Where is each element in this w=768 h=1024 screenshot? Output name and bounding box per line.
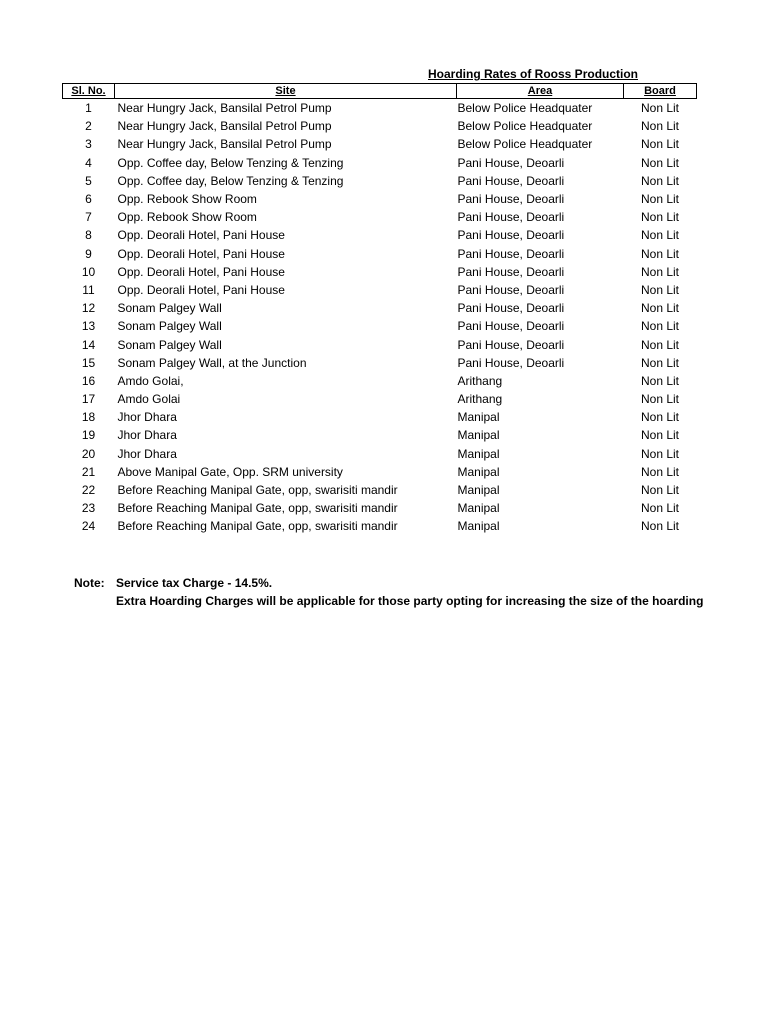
cell-site: Opp. Deorali Hotel, Pani House	[117, 282, 285, 297]
cell-area: Pani House, Deoarli	[457, 228, 565, 243]
cell-area: Pani House, Deoarli	[457, 337, 565, 352]
cell-sl-no: 18	[81, 410, 96, 425]
table-row	[63, 517, 697, 535]
table-row	[63, 263, 697, 281]
table-row	[63, 335, 697, 353]
cell-sl-no: 4	[85, 155, 92, 170]
cell-sl-no: 9	[85, 246, 92, 261]
cell-sl-no: 20	[81, 446, 96, 461]
header-area: Area	[457, 84, 624, 99]
cell-site: Before Reaching Manipal Gate, opp, swarisiti mandir	[117, 483, 398, 498]
cell-sl-no: 16	[81, 373, 96, 388]
cell-board: Non Lit	[640, 228, 680, 243]
cell-site: Before Reaching Manipal Gate, opp, swarisiti mandir	[117, 519, 398, 534]
cell-area: Below Police Headquater	[457, 119, 593, 134]
cell-board: Non Lit	[640, 173, 680, 188]
table-row	[63, 354, 697, 372]
cell-site: Opp. Deorali Hotel, Pani House	[117, 246, 285, 261]
cell-area: Pani House, Deoarli	[457, 301, 565, 316]
cell-area: Below Police Headquater	[457, 137, 593, 152]
cell-board: Non Lit	[640, 428, 680, 443]
hoarding-rates-table	[62, 83, 697, 536]
table-row	[63, 172, 697, 190]
cell-sl-no: 23	[81, 501, 96, 516]
table-row	[63, 281, 697, 299]
table-row	[63, 408, 697, 426]
cell-area: Manipal	[457, 483, 500, 498]
cell-sl-no: 5	[85, 173, 92, 188]
table-row	[63, 154, 697, 172]
cell-sl-no: 2	[85, 119, 92, 134]
cell-sl-no: 17	[81, 392, 96, 407]
cell-sl-no: 13	[81, 319, 96, 334]
table-row	[63, 208, 697, 226]
cell-board: Non Lit	[640, 301, 680, 316]
table-row	[63, 463, 697, 481]
cell-board: Non Lit	[640, 355, 680, 370]
cell-area: Below Police Headquater	[457, 101, 593, 116]
cell-sl-no: 6	[85, 192, 92, 207]
header-sl-no: Sl. No.	[63, 84, 115, 99]
cell-board: Non Lit	[640, 337, 680, 352]
cell-site: Opp. Deorali Hotel, Pani House	[117, 228, 285, 243]
cell-area: Pani House, Deoarli	[457, 355, 565, 370]
cell-sl-no: 22	[81, 483, 96, 498]
cell-board: Non Lit	[640, 192, 680, 207]
cell-board: Non Lit	[640, 464, 680, 479]
cell-area: Pani House, Deoarli	[457, 155, 565, 170]
cell-board: Non Lit	[640, 210, 680, 225]
cell-site: Sonam Palgey Wall, at the Junction	[117, 355, 307, 370]
cell-board: Non Lit	[640, 137, 680, 152]
cell-sl-no: 8	[85, 228, 92, 243]
cell-board: Non Lit	[640, 501, 680, 516]
cell-site: Opp. Deorali Hotel, Pani House	[117, 264, 285, 279]
cell-site: Opp. Coffee day, Below Tenzing & Tenzing	[117, 155, 344, 170]
cell-site: Amdo Golai	[117, 392, 181, 407]
cell-area: Manipal	[457, 428, 500, 443]
cell-site: Sonam Palgey Wall	[117, 337, 222, 352]
cell-site: Opp. Rebook Show Room	[117, 210, 257, 225]
table-row	[63, 99, 697, 118]
table-row	[63, 390, 697, 408]
cell-board: Non Lit	[640, 155, 680, 170]
cell-area: Pani House, Deoarli	[457, 246, 565, 261]
cell-area: Pani House, Deoarli	[457, 192, 565, 207]
cell-site: Jhor Dhara	[117, 446, 177, 461]
cell-board: Non Lit	[640, 319, 680, 334]
cell-site: Opp. Coffee day, Below Tenzing & Tenzing	[117, 173, 344, 188]
cell-site: Above Manipal Gate, Opp. SRM university	[117, 464, 343, 479]
note-service-tax: Service tax Charge - 14.5%.	[116, 576, 273, 590]
cell-area: Pani House, Deoarli	[457, 264, 565, 279]
cell-area: Manipal	[457, 501, 500, 516]
cell-board: Non Lit	[640, 101, 680, 116]
cell-area: Manipal	[457, 464, 500, 479]
cell-board: Non Lit	[640, 282, 680, 297]
cell-sl-no: 7	[85, 210, 92, 225]
cell-sl-no: 3	[85, 137, 92, 152]
cell-sl-no: 21	[81, 464, 96, 479]
cell-sl-no: 19	[81, 428, 96, 443]
cell-site: Sonam Palgey Wall	[117, 301, 222, 316]
cell-area: Manipal	[457, 446, 500, 461]
cell-site: Before Reaching Manipal Gate, opp, swarisiti mandir	[117, 501, 398, 516]
cell-site: Jhor Dhara	[117, 410, 177, 425]
cell-sl-no: 10	[81, 264, 96, 279]
cell-board: Non Lit	[640, 246, 680, 261]
cell-sl-no: 11	[82, 282, 95, 297]
cell-sl-no: 1	[85, 101, 92, 116]
cell-sl-no: 12	[81, 301, 96, 316]
cell-site: Amdo Golai,	[117, 373, 184, 388]
cell-area: Arithang	[457, 392, 503, 407]
cell-site: Opp. Rebook Show Room	[117, 192, 257, 207]
table-row	[63, 135, 697, 153]
table-row	[63, 226, 697, 244]
header-board: Board	[624, 84, 697, 99]
cell-board: Non Lit	[640, 519, 680, 534]
table-row	[63, 499, 697, 517]
table-row	[63, 117, 697, 135]
note-extra-charges: Extra Hoarding Charges will be applicable for those party opting for increasing the size of the hoarding	[116, 594, 704, 608]
table-row	[63, 372, 697, 390]
cell-board: Non Lit	[640, 264, 680, 279]
table-row	[63, 299, 697, 317]
cell-area: Pani House, Deoarli	[457, 173, 565, 188]
header-site: Site	[115, 84, 457, 99]
cell-site: Near Hungry Jack, Bansilal Petrol Pump	[117, 119, 332, 134]
cell-board: Non Lit	[640, 392, 680, 407]
cell-board: Non Lit	[640, 410, 680, 425]
cell-board: Non Lit	[640, 483, 680, 498]
cell-board: Non Lit	[640, 119, 680, 134]
cell-sl-no: 15	[81, 355, 96, 370]
cell-area: Arithang	[457, 373, 503, 388]
table-row	[63, 445, 697, 463]
cell-board: Non Lit	[640, 446, 680, 461]
table-row	[63, 426, 697, 444]
cell-area: Pani House, Deoarli	[457, 210, 565, 225]
cell-site: Sonam Palgey Wall	[117, 319, 222, 334]
cell-site: Near Hungry Jack, Bansilal Petrol Pump	[117, 137, 332, 152]
table-row	[63, 481, 697, 499]
cell-area: Pani House, Deoarli	[457, 319, 565, 334]
table-body	[63, 99, 697, 536]
table-row	[63, 245, 697, 263]
table-row	[63, 317, 697, 335]
cell-area: Pani House, Deoarli	[457, 282, 565, 297]
cell-area: Manipal	[457, 519, 500, 534]
page-title: Hoarding Rates of Rooss Production	[428, 67, 639, 81]
table-row	[63, 190, 697, 208]
cell-sl-no: 14	[81, 337, 96, 352]
table-header-row	[63, 84, 697, 99]
cell-sl-no: 24	[81, 519, 96, 534]
cell-area: Manipal	[457, 410, 500, 425]
cell-board: Non Lit	[640, 373, 680, 388]
note-label: Note:	[74, 576, 105, 590]
cell-site: Jhor Dhara	[117, 428, 177, 443]
cell-site: Near Hungry Jack, Bansilal Petrol Pump	[117, 101, 332, 116]
